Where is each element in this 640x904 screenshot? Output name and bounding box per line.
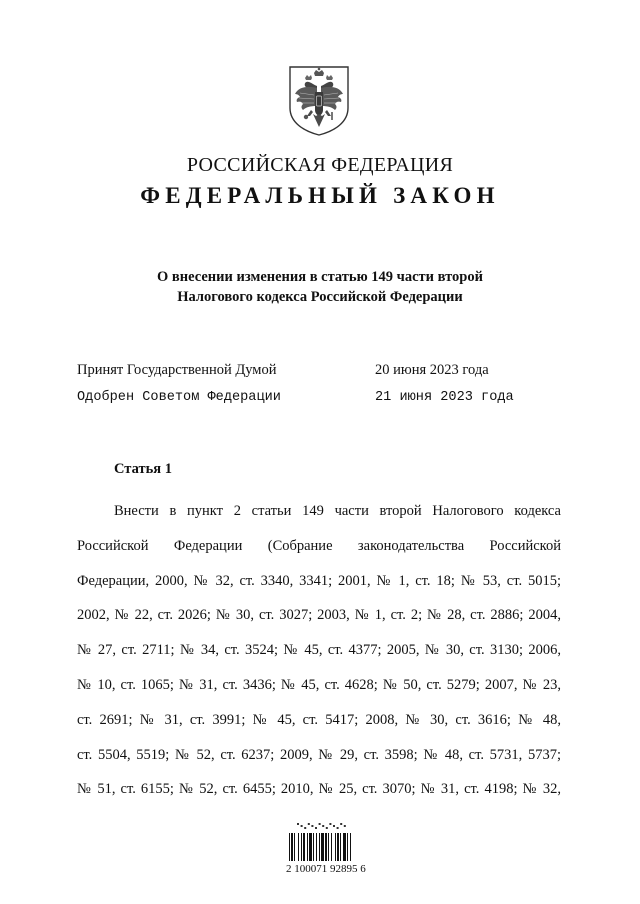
- duma-adoption-date: 20 июня 2023 года: [375, 362, 489, 378]
- barcode-bar: [343, 833, 346, 861]
- article-text-line: ст. 2691; № 31, ст. 3991; № 45, ст. 5417; 2008, № 30, ст. 3616; № 48,: [77, 711, 561, 728]
- barcode-dot: [329, 823, 331, 825]
- barcode-bar: [335, 833, 336, 861]
- article-text-line: № 27, ст. 2711; № 34, ст. 3524; № 45, ст. 4377; 2005, № 30, ст. 3130; 2006,: [77, 642, 561, 659]
- barcode-bar: [350, 833, 351, 861]
- barcode-bar: [301, 833, 302, 861]
- barcode-dot: [319, 823, 321, 825]
- article-text-line: 2002, № 22, ст. 2026; № 30, ст. 3027; 2003, № 1, ст. 2; № 28, ст. 2886; 2004,: [77, 607, 561, 624]
- barcode-bar: [347, 833, 348, 861]
- article-text-line: Внести в пункт 2 статьи 149 части второй Налогового кодекса: [114, 503, 561, 519]
- law-title-line: О внесении изменения в статью 149 части второй: [157, 269, 483, 285]
- barcode-bar: [325, 833, 327, 861]
- barcode-bar: [337, 833, 339, 861]
- barcode-bar: [331, 833, 332, 861]
- barcode-dot: [304, 827, 306, 829]
- law-title: [0, 267, 640, 307]
- article-text-line: № 51, ст. 6155; № 52, ст. 6455; 2010, № 25, ст. 3070; № 31, ст. 4198; № 32,: [77, 781, 561, 798]
- article-text-line: № 10, ст. 1065; № 31, ст. 3436; № 45, ст. 4628; № 50, ст. 5279; 2007, № 23,: [77, 676, 561, 693]
- article-text-line: Российской Федерации (Собрание законодательства Российской: [77, 537, 561, 554]
- barcode-bar: [294, 833, 295, 861]
- barcode-bar: [319, 833, 320, 861]
- council-approval-label: Одобрен Советом Федерации: [77, 390, 281, 405]
- barcode-dot: [308, 823, 310, 825]
- barcode-bar: [313, 833, 314, 861]
- country-name: РОССИЙСКАЯ ФЕДЕРАЦИЯ: [186, 154, 454, 176]
- barcode-bar: [309, 833, 312, 861]
- barcode-dot: [337, 827, 339, 829]
- barcode-bar: [340, 833, 341, 861]
- article-text-line: Федерации, 2000, № 32, ст. 3340, 3341; 2001, № 1, ст. 18; № 53, ст. 5015;: [77, 572, 561, 589]
- article-heading: Статья 1: [114, 461, 172, 477]
- coat-of-arms-icon: [287, 64, 351, 138]
- barcode-dot: [340, 823, 342, 825]
- article-text-line: ст. 5504, 5519; № 52, ст. 6237; 2009, № 29, ст. 3598; № 48, ст. 5731, 5737;: [77, 746, 561, 763]
- barcode-dot: [344, 825, 346, 827]
- barcode-icon: [289, 821, 357, 861]
- barcode-bar: [321, 833, 324, 861]
- barcode-dot: [326, 827, 328, 829]
- barcode-dot: [315, 827, 317, 829]
- barcode-number: 2 100071 92895 6: [286, 863, 366, 875]
- barcode-bar: [289, 833, 290, 861]
- barcode-bar: [303, 833, 305, 861]
- barcode-bar: [291, 833, 293, 861]
- barcode-bar: [307, 833, 308, 861]
- barcode-bar: [316, 833, 317, 861]
- barcode-dot: [333, 825, 335, 827]
- barcode-bar: [298, 833, 299, 861]
- council-approval-date: 21 июня 2023 года: [375, 390, 514, 405]
- document-type-heading: ФЕДЕРАЛЬНЫЙ ЗАКОН: [140, 183, 500, 208]
- barcode-dot: [322, 825, 324, 827]
- article-body: [77, 494, 561, 807]
- barcode-bar: [328, 833, 329, 861]
- barcode-dot: [297, 823, 299, 825]
- barcode-dot: [301, 825, 303, 827]
- duma-adoption-label: Принят Государственной Думой: [77, 362, 277, 378]
- barcode-dot: [311, 825, 313, 827]
- law-title-line: Налогового кодекса Российской Федерации: [177, 289, 463, 305]
